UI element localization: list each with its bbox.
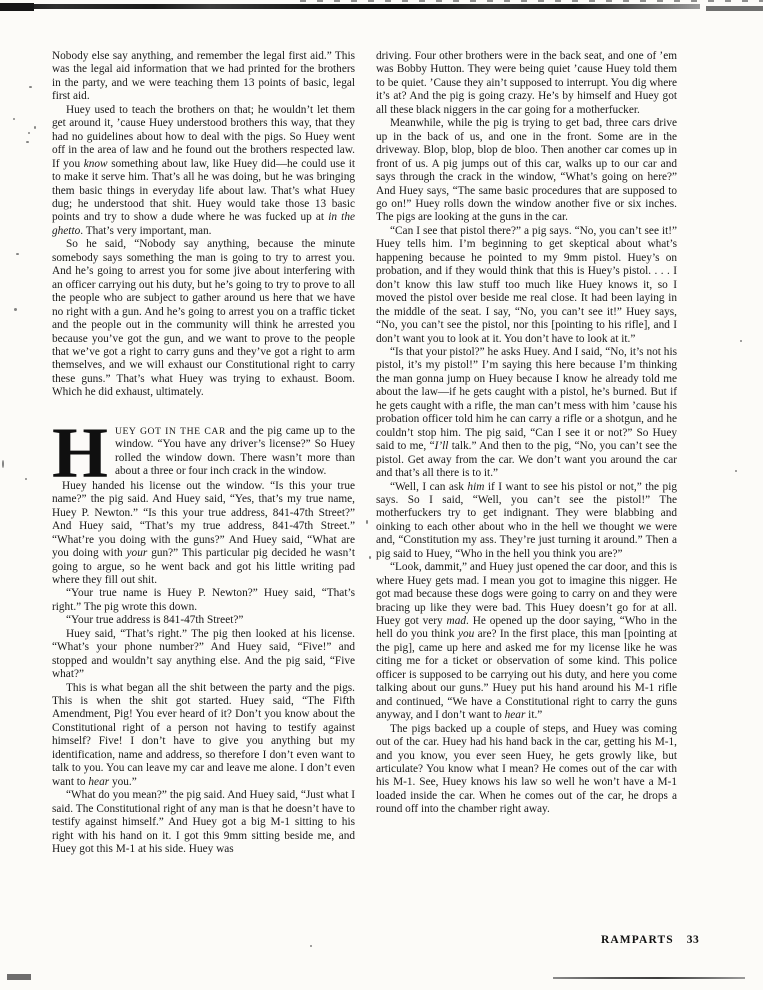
dropcap-letter: H xyxy=(52,412,109,493)
scan-bottom-mark xyxy=(7,974,31,980)
text-run: “Is that your pistol?” he asks Huey. And I said, “No, it’s not his pistol, it’s my pistol!” I’m saying this here because I’m thinking the man gonna jump on Huey because I know he already told me about the law—if he gets caught with a pistol, he’s burned. But if he gets caught with a rifle, the man can’t mess with him ’cause his probation officer told him he can carry a rifle or a shotgun, and he couldn’t stop him. The pig said, “Can I see it or not?” So Huey said to me, “ xyxy=(376,345,677,453)
scan-speck xyxy=(26,141,29,143)
text-column-left xyxy=(52,50,355,856)
scan-speck xyxy=(740,340,742,342)
scan-torn-edge-dashes xyxy=(300,0,763,2)
paragraph xyxy=(52,412,355,493)
paragraph xyxy=(52,628,355,682)
paragraph xyxy=(376,723,677,817)
scan-speck xyxy=(369,556,371,559)
scan-speck xyxy=(16,253,19,255)
paragraph xyxy=(52,587,355,614)
text-run: This is what began all the shit between the party and the pigs. This is when the shit got started. Huey said, “The Fifth Amendment, Pig! You ever heard of it? Don’t you know about the Constitutional right of a person not having to testify against himself? Five! I don’t have to give you anything but my identification, name and address, so therefore I don’t even want to talk to you. You can leave my car and leave me alone. I don’t even want to xyxy=(52,681,355,788)
scan-torn-edge-band xyxy=(0,4,700,9)
paragraph xyxy=(52,789,355,856)
text-run: and the pig came up to the window. “You have any driver’s license?” So Huey rolled the window down. There wasn’t more than about a three or four inch crack in the window. xyxy=(115,424,355,478)
paragraph xyxy=(376,481,677,562)
scan-bottom-rule xyxy=(553,977,745,979)
paragraph xyxy=(52,104,355,239)
scan-speck xyxy=(29,86,32,88)
scan-torn-edge-blob-right xyxy=(706,6,763,11)
paragraph xyxy=(52,50,355,104)
text-run: “Well, I can ask xyxy=(390,480,468,493)
scan-speck xyxy=(34,126,36,129)
paragraph xyxy=(52,480,355,588)
scan-speck xyxy=(2,460,4,468)
text-run: . He opened up the door saying, “Who in the hell do you think xyxy=(376,615,677,641)
paragraph xyxy=(376,346,677,481)
text-run: Nobody else say anything, and remember the legal first aid.” This was the legal aid information that we had printed for the brothers in the party, and we were teaching them 13 points of basic, legal first aid. xyxy=(52,50,355,103)
text-run: The pigs backed up a couple of steps, and Huey was coming out of the car. Huey had his hand back in the car, getting his M-1, and you know, you ever seen Huey, he gets growly like, but articulate? You know what I mean? He comes out of the car with his M-1. See, Huey knows his law so well he won’t have a M-1 loaded inside the car. When he comes out of the car, he drops a round off into the chamber right away. xyxy=(376,722,677,816)
text-run: Huey used to teach the brothers on that; he wouldn’t let them get around it, ’cause Huey understood brothers this way, that they had no guidelines about how to deal with the pigs. So Huey went off in the area of law and he found out the brothers respected law. If you xyxy=(52,103,355,170)
text-run: hear xyxy=(504,709,526,722)
text-run: know xyxy=(83,157,108,170)
paragraph xyxy=(376,50,677,117)
text-run: mad xyxy=(446,615,467,628)
paragraph xyxy=(52,614,355,627)
text-run: your xyxy=(126,547,148,560)
text-run: Huey said, “That’s right.” The pig then looked at his license. “What’s your phone number?” And Huey said, “Five!” and stopped and wouldn’t say anything else. And the pig said, “Five what?” xyxy=(52,627,355,681)
scan-speck xyxy=(14,308,17,311)
text-run: talk.” And then to the pig, “No, you can’t see the pistol. Get away from the car. We don’t want you around the car and that’s all there is to it.” xyxy=(376,440,677,480)
text-run: something about law, like Huey did—he could use it to make it serve him. That’s all he was doing, but he was bringing them basic things in everyday life about law. That’s what Huey dug; he understood that shit. Huey would take those 13 basic points and try to show a dude where he was fucked up at xyxy=(52,157,355,224)
scan-speck xyxy=(13,118,15,120)
paragraph xyxy=(376,225,677,346)
text-run: So he said, “Nobody say anything, because the minute somebody says something the man is going to try to arrest you. And he’s going to arrest you for some jive about interfering with an officer carrying out his duty, but he’s going to try to prove to all the people who are subject to gather around us here that we have no right with a gun. And he’s going to arrest you on a traffic ticket and the people out in the community will think he arrested you because you’ve got the gun, and we want to prove to the people that we’ve got a right to carry guns and they’ve got a right to arm themselves, and we will exhaust our Constitutional right to carry these guns.” That’s what Huey was trying to exhaust. Boom. Which he did exhaust, ultimately. xyxy=(52,238,355,399)
scan-speck xyxy=(25,478,27,480)
text-run: UEY GOT IN THE CAR xyxy=(115,425,226,437)
scan-speck xyxy=(735,470,737,472)
text-run: Huey handed his license out the window. “Is this your true name?” the pig said. And Huey said, “Yes, that’s my true name, Huey P. Newton.” “Is this your true address, 841-47th Street?” And Huey said, “That’s my true address, 841-47th Street.” “What’re you doing with the guns?” And Huey said, “What are you doing with xyxy=(52,479,355,560)
text-run: if I want to see his pistol or not,” the pig says. So I said, “Well, you can’t see the pistol!” The motherfuckers try to get indignant. They were blabbing and oinking to each other about who in the hell we thought we were and, “Constitution my ass. They’re just turning it around.” Then a pig said to Huey, “Who in the hell you think you are?” xyxy=(376,480,677,560)
text-run: driving. Four other brothers were in the back seat, and one of ’em was Bobby Hutton. They were being quiet ’cause Huey told them to be quiet. ’Cause they ain’t supposed to interrupt. You dig where it’s at? And the pig is going crazy. He’s by himself and Huey got all these black niggers in the car going for a motherfucker. xyxy=(376,50,677,116)
text-run: are? In the first place, this man [pointing at the pig], came up here and asked me for my license like he was citing me for a ticket or observation of some kind. This police officer is supposed to be carrying out his duty, and here you come talking about our guns.” Huey put his hand around his M-1 rifle and continued, “We have a Constitutional right to carry the guns anyway, and I don’t want to xyxy=(376,628,677,722)
scan-speck xyxy=(310,945,312,947)
text-run: hear xyxy=(88,775,110,788)
paragraph xyxy=(52,238,355,399)
scan-speck xyxy=(366,520,368,524)
text-run: “Your true address is 841-47th Street?” xyxy=(66,614,244,627)
text-run: you xyxy=(457,628,475,641)
page-number: 33 xyxy=(686,934,700,946)
scan-torn-edge-blob-left xyxy=(0,3,34,11)
text-run: “What do you mean?” the pig said. And Huey said, “Just what I said. The Constitutional right of any man is that he doesn’t have to testify against himself.” And Huey got a big M-1 sitting to his right with his hand on it. I got this 9mm sitting beside me, and Huey got this M-1 at his side. Huey was xyxy=(52,789,355,856)
paragraph xyxy=(376,117,677,225)
text-run: Meanwhile, while the pig is trying to get bad, three cars drive up in the back of us, and one in the front. Some are in the driveway. Blop, blop, blop de bloo. Then another car comes up in front of us. A pig jumps out of this car, walks up to our car and says through the crack in the window, “What’s going on here?” And Huey says, “The same basic procedures that are supposed to go on!” Huey rolls down the window another five or six inches. The pigs are looking at the guns in the car. xyxy=(376,117,677,224)
text-run: “Your true name is Huey P. Newton?” Huey said, “That’s right.” The pig wrote this down. xyxy=(52,587,355,613)
text-run: him xyxy=(467,480,485,493)
magazine-title: RAMPARTS xyxy=(601,934,674,946)
paragraph xyxy=(376,561,677,722)
text-run: “Can I see that pistol there?” a pig says. “No, you can’t see it!” Huey tells him. I’m beginning to get skeptical about what’s happening because he pointed to my 9mm pistol. Huey’s on probation, and if they would think that this is Huey’s pistol. . . . I don’t know this law stuff too much like Huey knows it, so I moved the pistol over beside me real close. It had been laying in the middle of the seat. I say, “No, you can’t see it!” Huey says, “No, you can’t see the pistol, nor this [pointing to his rifle], and I don’t want you to look at it. You don’t have to look at it.” xyxy=(376,224,677,345)
page-footer xyxy=(601,934,699,946)
text-run: “Look, dammit,” and Huey just opened the car door, and this is where Huey gets mad. I mean you got to imagine this nigger. He got mad because these dogs were going to carry on and they were bracing up like they were bad. This Huey doesn’t go for at all. Huey got very xyxy=(376,561,677,628)
paragraph xyxy=(52,682,355,790)
text-run: it.” xyxy=(525,709,543,722)
text-run: you.” xyxy=(109,775,137,788)
text-run: I’ll xyxy=(434,440,449,453)
text-run: in the ghetto xyxy=(52,211,355,237)
text-run: gun?” This particular pig decided he wasn’t going to argue, so he went back and got his little writing pad where they fill out shit. xyxy=(52,547,356,586)
text-run: . That’s very important, man. xyxy=(80,224,212,237)
text-column-right xyxy=(376,50,677,817)
scan-speck xyxy=(28,132,30,134)
